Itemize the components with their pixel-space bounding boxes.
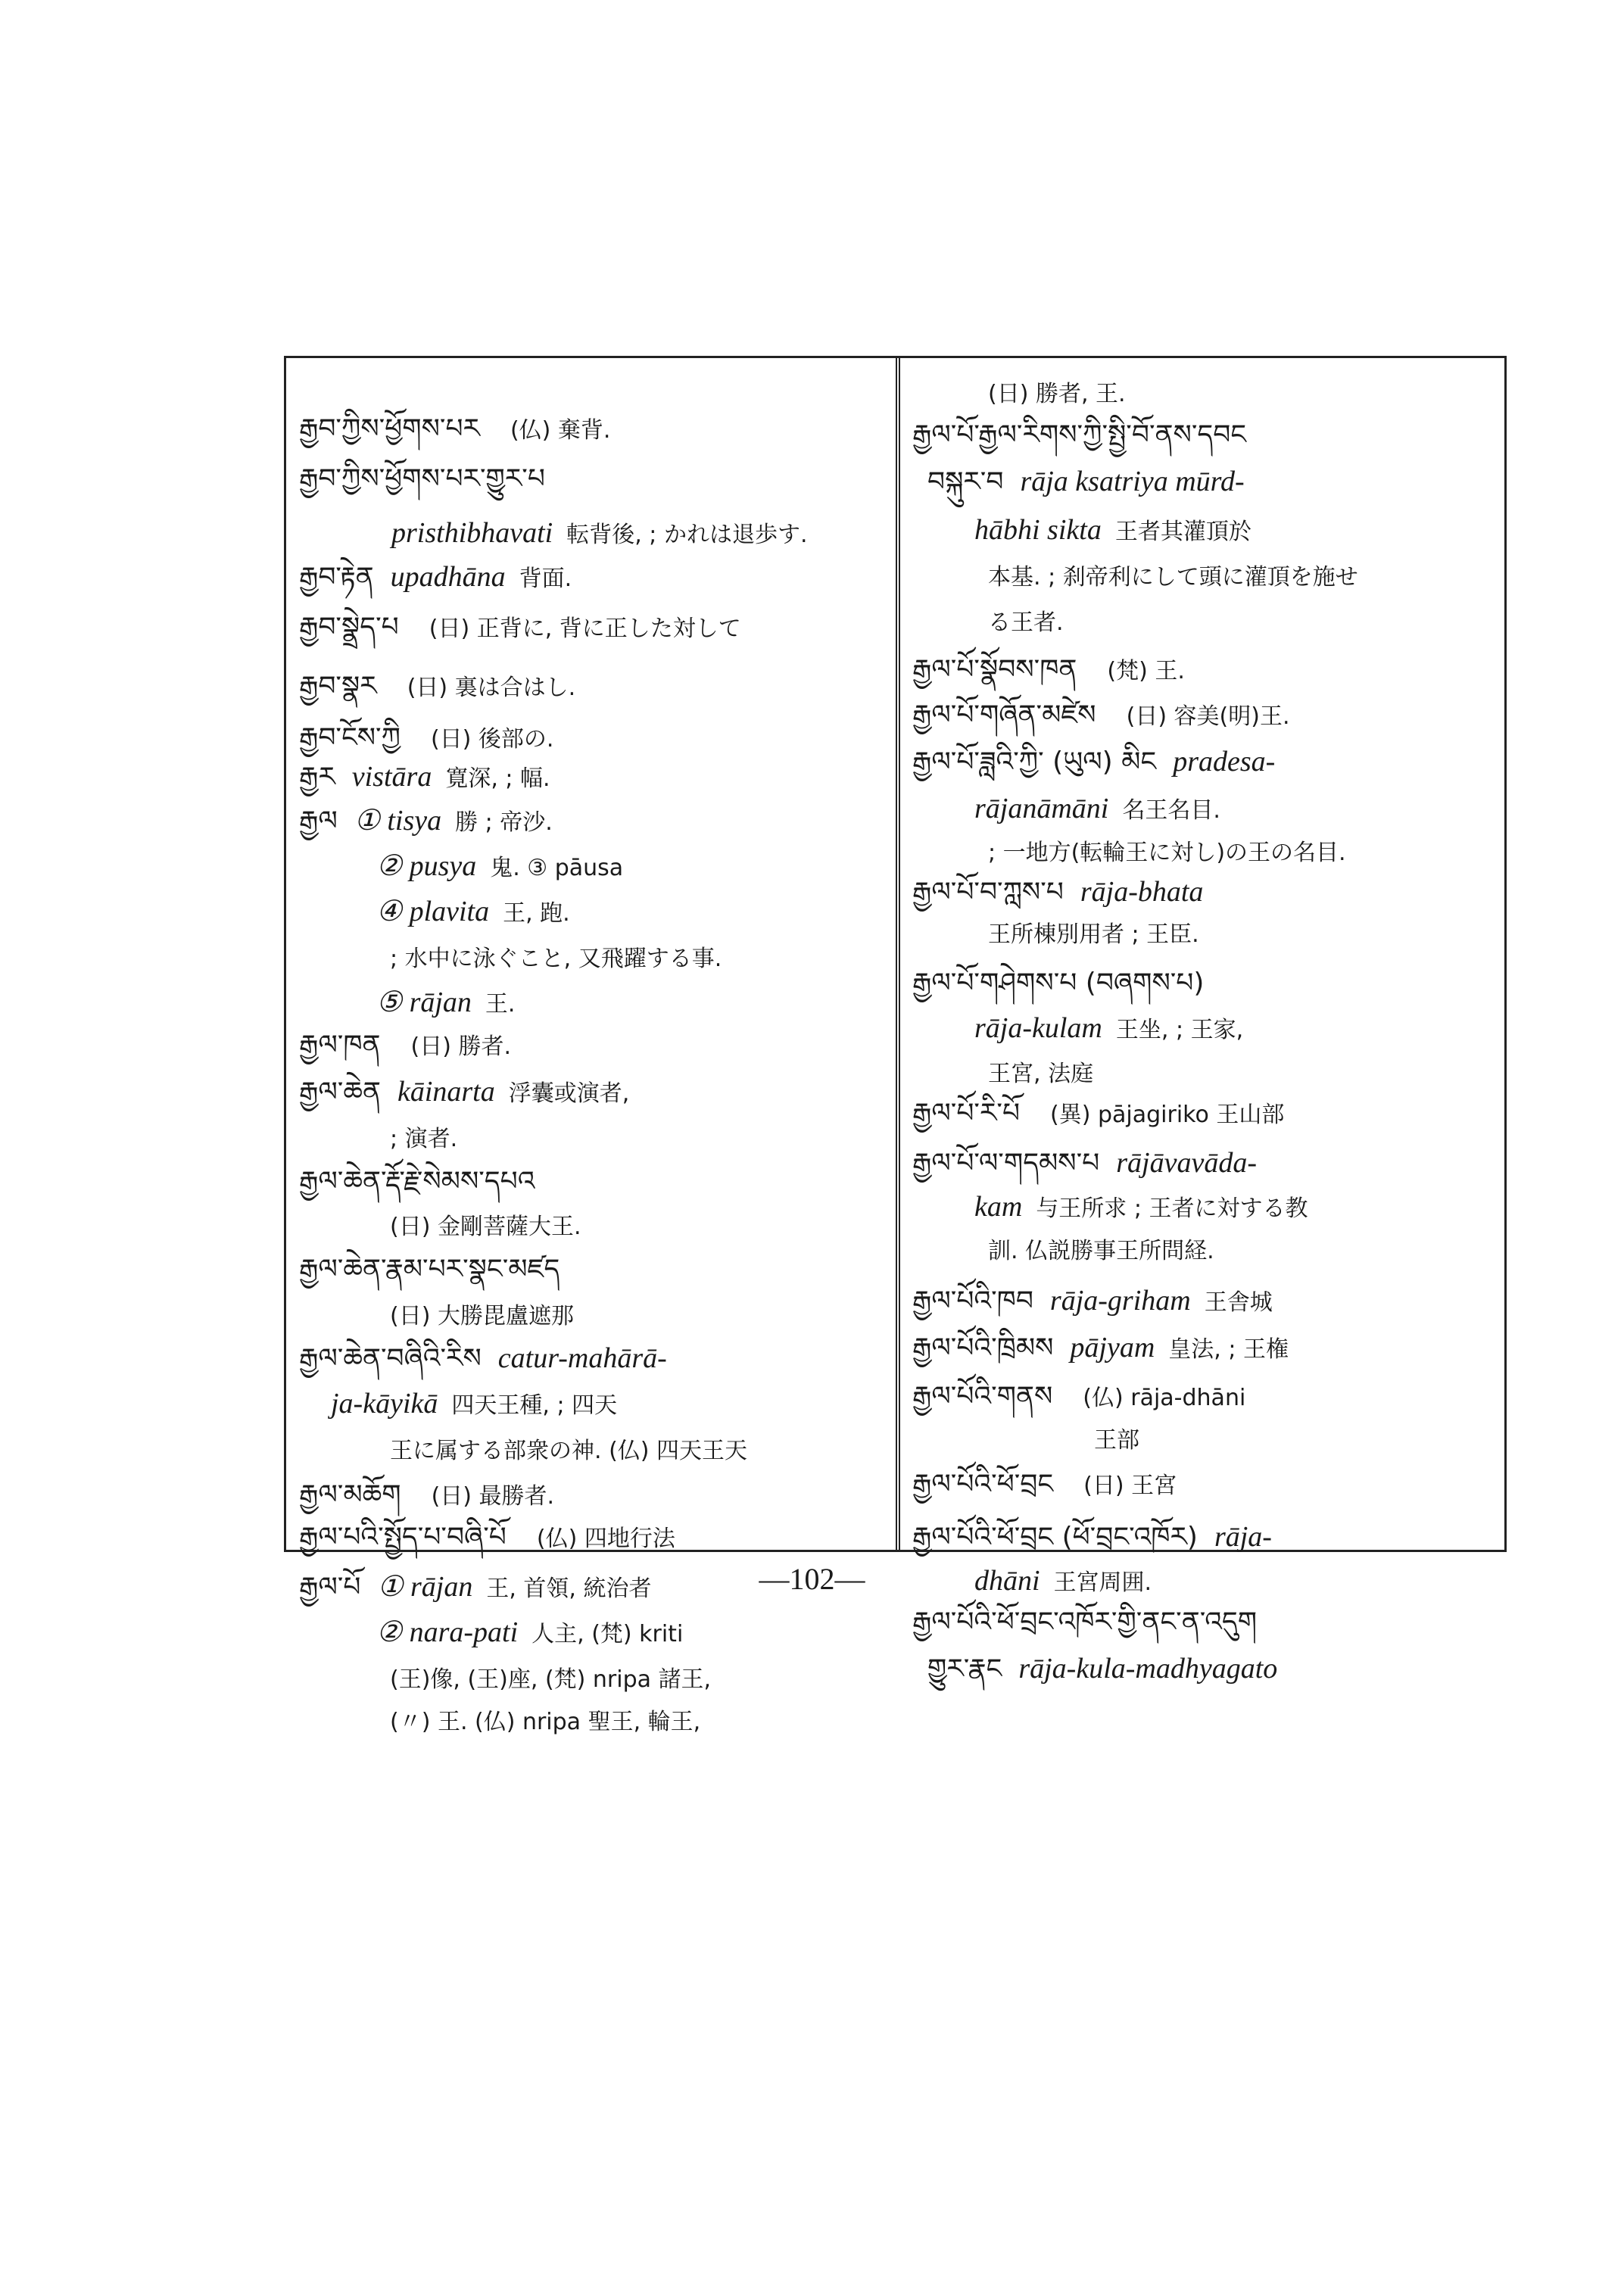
sanskrit-term: ja-kāyikā xyxy=(331,1388,438,1420)
entry-line xyxy=(927,1653,1291,1686)
sanskrit-term: pājyam xyxy=(1070,1332,1155,1364)
entry-line xyxy=(958,606,1064,638)
entry-line xyxy=(927,466,1258,499)
japanese-gloss: ; 水中に泳ぐこと, 又飛躍する事. xyxy=(390,946,722,972)
japanese-gloss: 王部 xyxy=(1094,1427,1139,1454)
japanese-gloss: 王舎城 xyxy=(1204,1289,1273,1316)
sanskrit-term: kāinarta xyxy=(397,1076,495,1108)
japanese-gloss: 与王所求 ; 王者に対する教 xyxy=(1036,1195,1308,1222)
sanskrit-term: rāja-kula-madhyagato xyxy=(1018,1653,1278,1685)
japanese-gloss: ; 一地方(転輪王に対し)の王の名目. xyxy=(988,840,1346,866)
entry-line xyxy=(958,1057,1093,1089)
japanese-gloss: (日) 金剛菩薩大王. xyxy=(390,1214,581,1240)
tibetan-headword: རྒྱལ་པོ xyxy=(299,1572,361,1603)
entry-line xyxy=(958,918,1199,950)
entry-line xyxy=(912,1098,1284,1130)
japanese-gloss: 王. xyxy=(485,991,516,1018)
entry-line xyxy=(299,671,575,703)
entry-line xyxy=(912,419,1276,452)
tibetan-headword: རྒྱབ་སྣར xyxy=(299,671,377,702)
japanese-gloss: 皇法, ; 王権 xyxy=(1168,1336,1289,1363)
entry-line xyxy=(299,413,610,446)
tibetan-headword: རྒྱབ་སྣྲེད་པ xyxy=(299,612,399,643)
entry-line xyxy=(912,746,1289,779)
sanskrit-term: hābhi sikta xyxy=(974,514,1102,546)
entry-line xyxy=(299,562,572,594)
entry-line xyxy=(375,518,808,550)
entry-line xyxy=(299,806,553,838)
entry-line xyxy=(958,836,1346,868)
entry-line xyxy=(299,1254,590,1286)
sanskrit-term: vistāra xyxy=(351,761,432,793)
sanskrit-term: ① tisya xyxy=(354,805,442,837)
entry-line xyxy=(958,560,1358,593)
entry-line xyxy=(360,1299,574,1332)
entry-line xyxy=(299,1166,565,1198)
sanskrit-term: dhāni xyxy=(974,1565,1040,1597)
sanskrit-term: kam xyxy=(974,1191,1023,1223)
tibetan-headword: རྒྱབ་ཀྱིས་ཕྱོགས་པར་གྱུར་པ xyxy=(299,463,545,494)
tibetan-headword: རྒྱལ་པོའི་ཕོ་བྲང (ཕོ་བྲང་འཁོར) xyxy=(912,1522,1198,1553)
tibetan-headword: རྒྱབ་རྟེན xyxy=(299,562,374,593)
sanskrit-term: rāja-kulam xyxy=(974,1012,1102,1044)
japanese-gloss: (日) 大勝毘盧遮那 xyxy=(390,1303,574,1329)
japanese-gloss: 鬼. ③ pāusa xyxy=(490,855,624,881)
entry-line xyxy=(360,987,515,1020)
japanese-gloss: (〃) 王. (仏) nripa 聖王, 輪王, xyxy=(390,1709,701,1735)
tibetan-headword: རྒྱལ་པོ་བ་ཀླས་པ xyxy=(912,877,1064,908)
entry-line xyxy=(958,1013,1243,1046)
entry-line xyxy=(360,1663,711,1695)
sanskrit-term: rāja-bhata xyxy=(1080,876,1204,908)
tibetan-headword: རྒྱལ་པོའི་ཁྲིམས xyxy=(912,1332,1054,1364)
japanese-gloss: 背面. xyxy=(519,566,572,592)
tibetan-headword: རྒྱལ་པོའི་གནས xyxy=(912,1381,1053,1412)
entry-line xyxy=(958,515,1252,547)
japanese-gloss: 王, 跑. xyxy=(503,900,570,927)
entry-line xyxy=(958,377,1126,410)
japanese-gloss: 勝 ; 帝沙. xyxy=(455,809,553,836)
japanese-gloss: (仏) rāja-dhāni xyxy=(1083,1385,1246,1411)
entry-line xyxy=(360,1617,683,1650)
sanskrit-term: rāja ksatriya mūrd- xyxy=(1020,466,1245,497)
japanese-gloss: (日) 最勝者. xyxy=(431,1483,555,1510)
tibetan-headword: རྒྱལ་པོའི་ཕོ་བྲང xyxy=(912,1469,1054,1500)
entry-line xyxy=(912,700,1290,732)
entry-line xyxy=(360,896,570,929)
japanese-gloss: (王)像, (王)座, (梵) nripa 諸王, xyxy=(390,1666,712,1693)
tibetan-headword: རྒྱལ xyxy=(299,806,338,837)
entry-line xyxy=(912,877,1217,909)
japanese-gloss: (日) 容美(明)王. xyxy=(1126,703,1290,730)
japanese-gloss: 人主, (梵) kriti xyxy=(531,1621,684,1647)
entry-line xyxy=(958,793,1220,826)
tibetan-headword: གྱུར་རྣང xyxy=(927,1653,1002,1685)
entry-line xyxy=(912,654,1185,687)
sanskrit-term: ① rājan xyxy=(377,1571,473,1603)
entry-line xyxy=(912,968,1234,1000)
tibetan-headword: རྒྱལ་ཆེན་རྡོ་རྗེ་སེམས་དཔའ xyxy=(299,1166,535,1197)
japanese-gloss: (梵) 王. xyxy=(1107,658,1185,684)
entry-line xyxy=(958,1192,1308,1224)
japanese-gloss: 王宮周囲. xyxy=(1053,1569,1152,1596)
sanskrit-term: upadhāna xyxy=(390,561,506,593)
entry-line xyxy=(958,1234,1214,1267)
tibetan-headword: རྒྱལ་པོ་གཞོན་མཛེས xyxy=(912,700,1096,731)
japanese-gloss: 四天王種, ; 四天 xyxy=(451,1392,618,1419)
japanese-gloss: ; 演者. xyxy=(390,1126,458,1152)
tibetan-headword: རྒྱལ་ཁན xyxy=(299,1030,381,1061)
japanese-gloss: (異) pājagiriko 王山部 xyxy=(1050,1102,1285,1128)
japanese-gloss: (日) 正背に, 背に正した対して xyxy=(429,616,741,642)
tibetan-headword: རྒྱབ་ངོས་ཀྱི xyxy=(299,722,401,753)
entry-line xyxy=(299,612,741,644)
sanskrit-term: ② nara-pati xyxy=(376,1616,519,1648)
japanese-gloss: (日) 勝者. xyxy=(410,1033,512,1060)
sanskrit-term: pradesa- xyxy=(1173,746,1276,778)
tibetan-headword: རྒྱར xyxy=(299,762,335,793)
japanese-gloss: (仏) 棄背. xyxy=(510,417,611,444)
entry-line xyxy=(912,1148,1270,1180)
entry-line xyxy=(360,851,623,884)
entry-line xyxy=(299,722,553,755)
tibetan-headword: རྒྱལ་པོ་སྣོབས་ཁན xyxy=(912,654,1077,685)
sanskrit-term: ④ plavita xyxy=(376,896,490,927)
japanese-gloss: (日) 王宮 xyxy=(1083,1473,1177,1499)
tibetan-headword: བསྐུར་བ xyxy=(927,466,1004,497)
sanskrit-term: rājāvavāda- xyxy=(1116,1147,1257,1179)
entry-line xyxy=(360,1705,700,1738)
japanese-gloss: 王者其灌頂於 xyxy=(1114,519,1252,545)
japanese-gloss: 王宮, 法庭 xyxy=(988,1061,1094,1087)
entry-line xyxy=(360,942,722,974)
tibetan-headword: རྒྱལ་པོ་གཤེགས་པ (བཞགས་པ) xyxy=(912,968,1205,999)
entry-line xyxy=(912,1332,1289,1365)
entry-line xyxy=(299,762,550,794)
entry-line xyxy=(912,1607,1287,1639)
sanskrit-term: catur-mahārā- xyxy=(497,1342,667,1374)
japanese-gloss: 訓. 仏説勝事王所問経. xyxy=(988,1238,1214,1264)
sanskrit-term: rājanāmāni xyxy=(974,793,1109,824)
tibetan-headword: རྒྱལ་པོའི་ཁབ xyxy=(912,1286,1033,1317)
entry-line xyxy=(314,1389,617,1421)
tibetan-headword: རྒྱལ་པོ་ལ་གདམས་པ xyxy=(912,1148,1100,1179)
entry-line xyxy=(299,1522,675,1554)
tibetan-headword: རྒྱལ་ཆེན་བཞིའི་རིས xyxy=(299,1343,482,1374)
sanskrit-term: ② pusya xyxy=(376,850,477,882)
page-number: —102— xyxy=(759,1562,865,1596)
tibetan-headword: རྒྱལ་པོ་རྒྱལ་རིགས་ཀྱི་སྤྱི་བོ་ནས་དབང xyxy=(912,419,1247,450)
japanese-gloss: 王, 首領, 統治者 xyxy=(486,1576,652,1602)
entry-line xyxy=(360,1210,581,1242)
entry-line xyxy=(299,1479,554,1512)
entry-line xyxy=(360,1122,457,1155)
japanese-gloss: 本基. ; 刹帝利にして頭に灌頂を施せ xyxy=(988,564,1358,591)
entry-line xyxy=(912,1522,1286,1554)
sanskrit-term: pristhibhavati xyxy=(391,517,553,549)
entry-line xyxy=(299,1343,681,1376)
japanese-gloss: る王者. xyxy=(988,609,1064,636)
tibetan-headword: རྒྱལ་པོའི་ཕོ་བྲང་འཁོར་གྱི་ནང་ན་འདུག xyxy=(912,1607,1258,1638)
entry-line xyxy=(360,1434,747,1466)
tibetan-headword: རྒྱལ་པོ་རི་པོ xyxy=(912,1098,1021,1129)
japanese-gloss: (日) 後部の. xyxy=(430,726,554,753)
japanese-gloss: 転背後, ; かれは退歩す. xyxy=(566,522,808,548)
japanese-gloss: 浮囊或演者, xyxy=(508,1080,630,1107)
entry-line xyxy=(299,1077,629,1109)
japanese-gloss: (日) 裏は合はし. xyxy=(407,675,576,701)
japanese-gloss: 王所棟別用者 ; 王臣. xyxy=(988,921,1199,948)
entry-line xyxy=(299,1030,511,1062)
sanskrit-term: rāja- xyxy=(1214,1521,1272,1553)
entry-line xyxy=(1064,1423,1139,1456)
entry-line xyxy=(299,463,575,496)
tibetan-headword: རྒྱལ་ཆེན xyxy=(299,1077,381,1108)
japanese-gloss: (仏) 四地行法 xyxy=(536,1526,675,1552)
japanese-gloss: 王に属する部衆の神. (仏) 四天王天 xyxy=(390,1438,748,1464)
sanskrit-term: ⑤ rājan xyxy=(376,986,472,1018)
sanskrit-term: rāja-griham xyxy=(1049,1285,1191,1317)
entry-line xyxy=(912,1381,1245,1413)
entry-line xyxy=(912,1286,1273,1318)
japanese-gloss: 名王名目. xyxy=(1122,797,1220,824)
tibetan-headword: རྒྱལ་པའི་སྤྱོད་པ་བཞི་པོ xyxy=(299,1522,507,1553)
tibetan-headword: རྒྱལ་མཆོག xyxy=(299,1479,401,1510)
tibetan-headword: རྒྱལ་པོ་ཟླའི་ཀྱི་ (ཡུལ) མིང xyxy=(912,746,1157,778)
column-divider xyxy=(896,356,900,1552)
japanese-gloss: 寛深, ; 幅. xyxy=(445,765,550,792)
japanese-gloss: (日) 勝者, 王. xyxy=(988,381,1126,407)
japanese-gloss: 王坐, ; 王家, xyxy=(1115,1017,1244,1043)
entry-line xyxy=(912,1469,1177,1501)
tibetan-headword: རྒྱལ་ཆེན་རྣམ་པར་སྣང་མཛད xyxy=(299,1254,560,1285)
tibetan-headword: རྒྱབ་ཀྱིས་ཕྱོགས་པར xyxy=(299,413,480,444)
